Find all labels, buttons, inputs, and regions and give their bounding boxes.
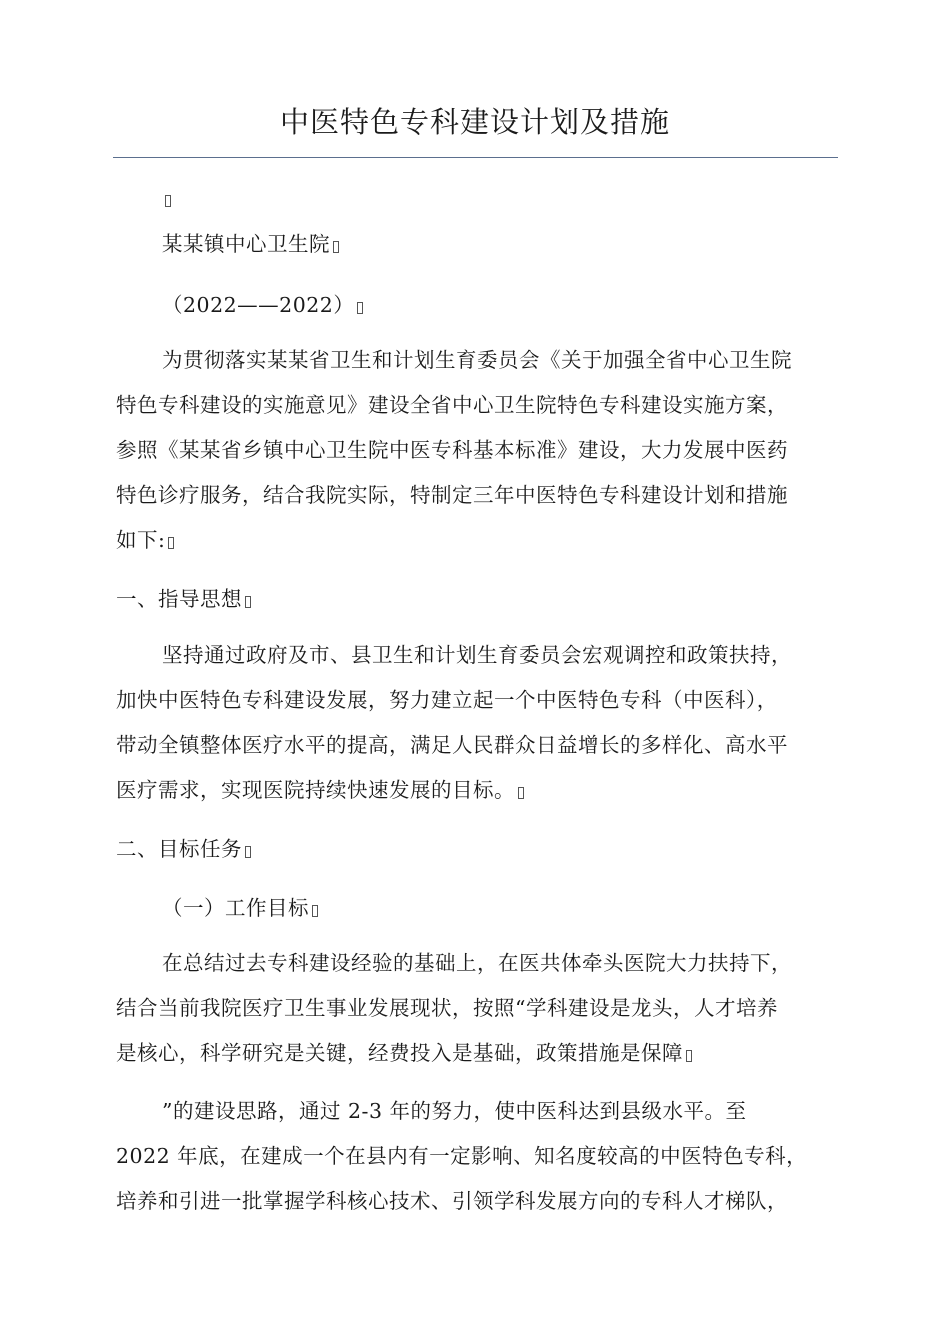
intro-line: 为贯彻落实某某省卫生和计划生育委员会《关于加强全省中心卫生院 [162, 348, 792, 372]
subsection1-line: 是核心，科学研究是关键，经费投入是基础，政策措施是保障 [116, 1041, 683, 1065]
subsection1-line: 在总结过去专科建设经验的基础上，在医共体牵头医院大力扶持下， [162, 951, 792, 975]
subsection1-cont-line: ”的建设思路，通过 2-3 年的努力，使中医科达到县级水平。至 [162, 1099, 747, 1123]
empty-paragraph [162, 176, 171, 221]
paragraph-mark-icon [357, 302, 363, 314]
org-name-line [162, 222, 339, 267]
section1-line: 带动全镇整体医疗水平的提高，满足人民群众日益增长的多样化、高水平 [116, 733, 788, 757]
intro-line: 如下: [116, 528, 166, 552]
paragraph-mark-icon [245, 596, 251, 608]
section1-line: 加快中医特色专科建设发展，努力建立起一个中医特色专科（中医科）， [116, 688, 778, 712]
period: （2022——2022） [162, 293, 355, 317]
section1-line: 坚持通过政府及市、县卫生和计划生育委员会宏观调控和政策扶持， [162, 643, 792, 667]
subsection1-cont-line: 培养和引进一批掌握学科核心技术、引领学科发展方向的专科人才梯队， [116, 1189, 788, 1213]
subsection-heading-1 [162, 886, 318, 931]
org-name: 某某镇中心卫生院 [162, 232, 330, 256]
section1-line: 医疗需求，实现医院持续快速发展的目标。 [116, 778, 515, 802]
subsection1-cont-line: 2022 年底，在建成一个在县内有一定影响、知名度较高的中医特色专科， [116, 1144, 808, 1168]
paragraph-mark-icon [333, 241, 339, 253]
document-body [116, 0, 836, 1344]
paragraph-mark-icon [312, 905, 318, 917]
subsection-heading: （一）工作目标 [162, 896, 309, 920]
paragraph-mark-icon [518, 787, 524, 799]
paragraph-mark-icon [245, 846, 251, 858]
paragraph-mark-icon [686, 1050, 692, 1062]
intro-line: 特色诊疗服务，结合我院实际，特制定三年中医特色专科建设计划和措施 [116, 483, 788, 507]
period-line [162, 283, 363, 328]
subsection1-line: 结合当前我院医疗卫生事业发展现状，按照“学科建设是龙头，人才培养 [116, 996, 778, 1020]
intro-line: 特色专科建设的实施意见》建设全省中心卫生院特色专科建设实施方案， [116, 393, 788, 417]
section1-line-last [116, 768, 524, 813]
subsection1-line-last [116, 1031, 692, 1076]
section-heading: 二、目标任务 [116, 837, 242, 861]
section-heading-1 [116, 577, 251, 622]
document-title: 中医特色专科建设计划及措施 [279, 105, 670, 139]
intro-line-last [116, 518, 174, 563]
section-heading-2 [116, 827, 251, 872]
section-heading: 一、指导思想 [116, 587, 242, 611]
paragraph-mark-icon [168, 537, 174, 549]
intro-line: 参照《某某省乡镇中心卫生院中医专科基本标准》建设，大力发展中医药 [116, 438, 788, 462]
paragraph-mark-icon [165, 195, 171, 207]
